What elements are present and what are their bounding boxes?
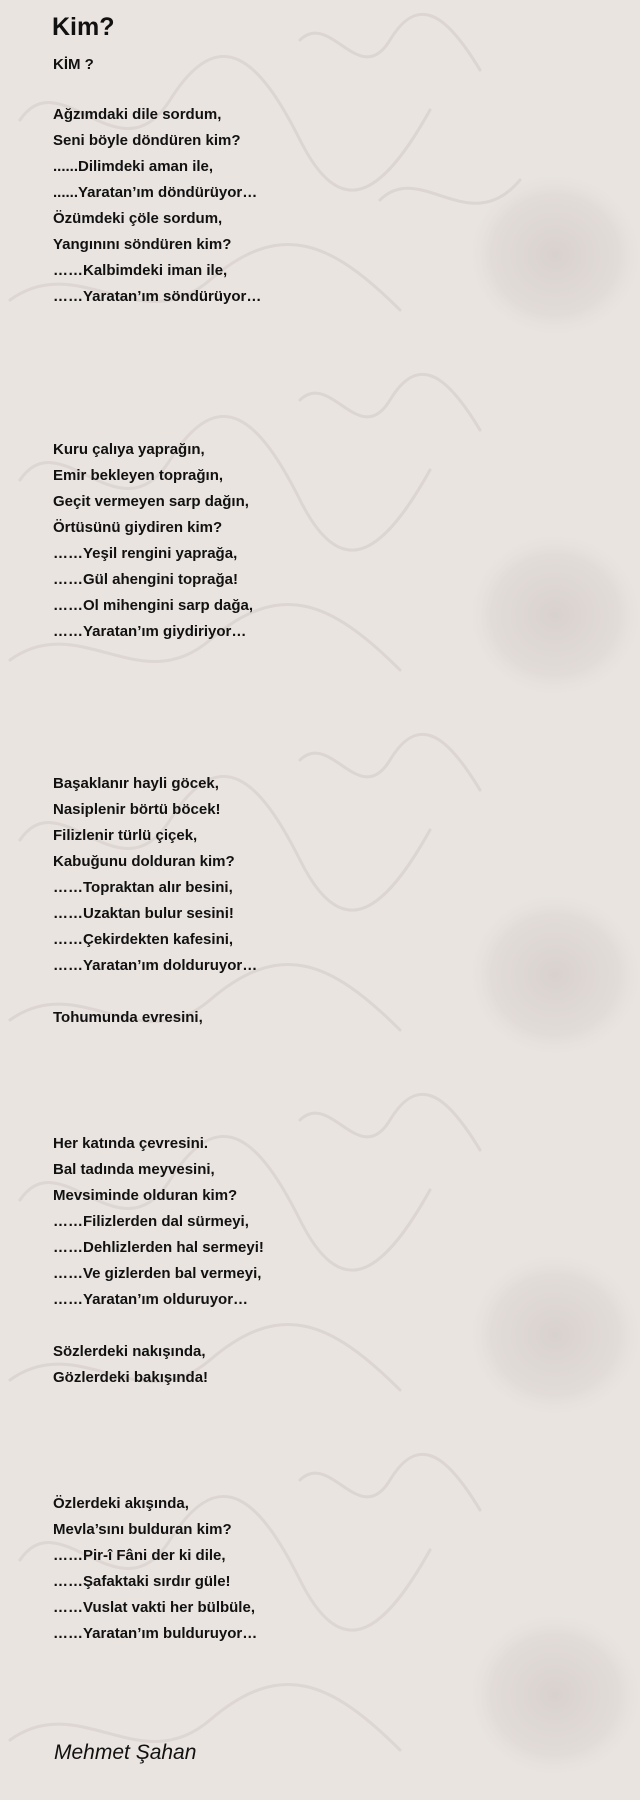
poem-stanza <box>53 1339 208 1391</box>
poem-line: ……Şafaktaki sırdır güle! <box>53 1573 231 1590</box>
poem-line: Her katında çevresini. <box>53 1135 209 1152</box>
poem-line: Kuru çalıya yaprağın, <box>53 441 205 458</box>
poem-stanza <box>53 1131 264 1313</box>
poem-line: Mevla’sını bulduran kim? <box>53 1521 232 1538</box>
poem-line: ……Pir-î Fâni der ki dile, <box>53 1547 226 1564</box>
poem-stanza <box>53 1491 257 1647</box>
poem-line: Mevsiminde olduran kim? <box>53 1187 238 1204</box>
poem-line: Emir bekleyen toprağın, <box>53 467 224 484</box>
poem-line: ……Ve gizlerden bal vermeyi, <box>53 1265 262 1282</box>
poem-line: Sözlerdeki nakışında, <box>53 1343 206 1360</box>
poem-line: Seni böyle döndüren kim? <box>53 132 241 149</box>
poem-line: Başaklanır hayli göcek, <box>53 775 219 792</box>
poem-stanza <box>53 771 257 979</box>
poem-title: Kim? <box>52 13 115 41</box>
poem-line: Örtüsünü giydiren kim? <box>53 519 223 536</box>
poem-line: Özümdeki çöle sordum, <box>53 210 223 227</box>
poem-line: ……Ol mihengini sarp dağa, <box>53 597 254 614</box>
poem-line: Filizlenir türlü çiçek, <box>53 827 198 844</box>
poem-line: ……Yaratan’ım giydiriyor… <box>53 623 247 640</box>
poem-line: ……Yeşil rengini yaprağa, <box>53 545 238 562</box>
poem-line: ……Gül ahengini toprağa! <box>53 571 239 588</box>
poem-line: ……Yaratan’ım bulduruyor… <box>53 1625 258 1642</box>
poem-line: ......Yaratan’ım döndürüyor… <box>53 184 258 201</box>
poem-line: Tohumunda evresini, <box>53 1009 203 1026</box>
poem-stanza <box>53 437 253 645</box>
poem-line: Gözlerdeki bakışında! <box>53 1369 209 1386</box>
poem-author: Mehmet Şahan <box>54 1741 197 1764</box>
poem-line: Nasiplenir börtü böcek! <box>53 801 221 818</box>
poem-line: ……Çekirdekten kafesini, <box>53 931 234 948</box>
poem-line: ……Yaratan’ım söndürüyor… <box>53 288 262 305</box>
poem-subtitle: KİM ? <box>53 56 94 73</box>
poem-line: Kabuğunu dolduran kim? <box>53 853 235 870</box>
poem-line: ……Filizlerden dal sürmeyi, <box>53 1213 249 1230</box>
poem-line: Özlerdeki akışında, <box>53 1495 189 1512</box>
poem-line: Yangınını söndüren kim? <box>53 236 232 253</box>
poem-line: ……Vuslat vakti her bülbüle, <box>53 1599 255 1616</box>
poem-line: ……Yaratan’ım dolduruyor… <box>53 957 258 974</box>
poem-line: ……Yaratan’ım olduruyor… <box>53 1291 249 1308</box>
poem-line: ……Topraktan alır besini, <box>53 879 233 896</box>
poem-line: Bal tadında meyvesini, <box>53 1161 215 1178</box>
poem-line: ……Uzaktan bulur sesini! <box>53 905 234 922</box>
poem-line: ……Dehlizlerden hal sermeyi! <box>53 1239 264 1256</box>
poem-line: Ağzımdaki dile sordum, <box>53 106 222 123</box>
poem-stanza <box>53 1005 203 1031</box>
poem-line: ......Dilimdeki aman ile, <box>53 158 214 175</box>
poem-line: Geçit vermeyen sarp dağın, <box>53 493 249 510</box>
poem-line: ……Kalbimdeki iman ile, <box>53 262 228 279</box>
poem-stanza <box>53 102 261 310</box>
